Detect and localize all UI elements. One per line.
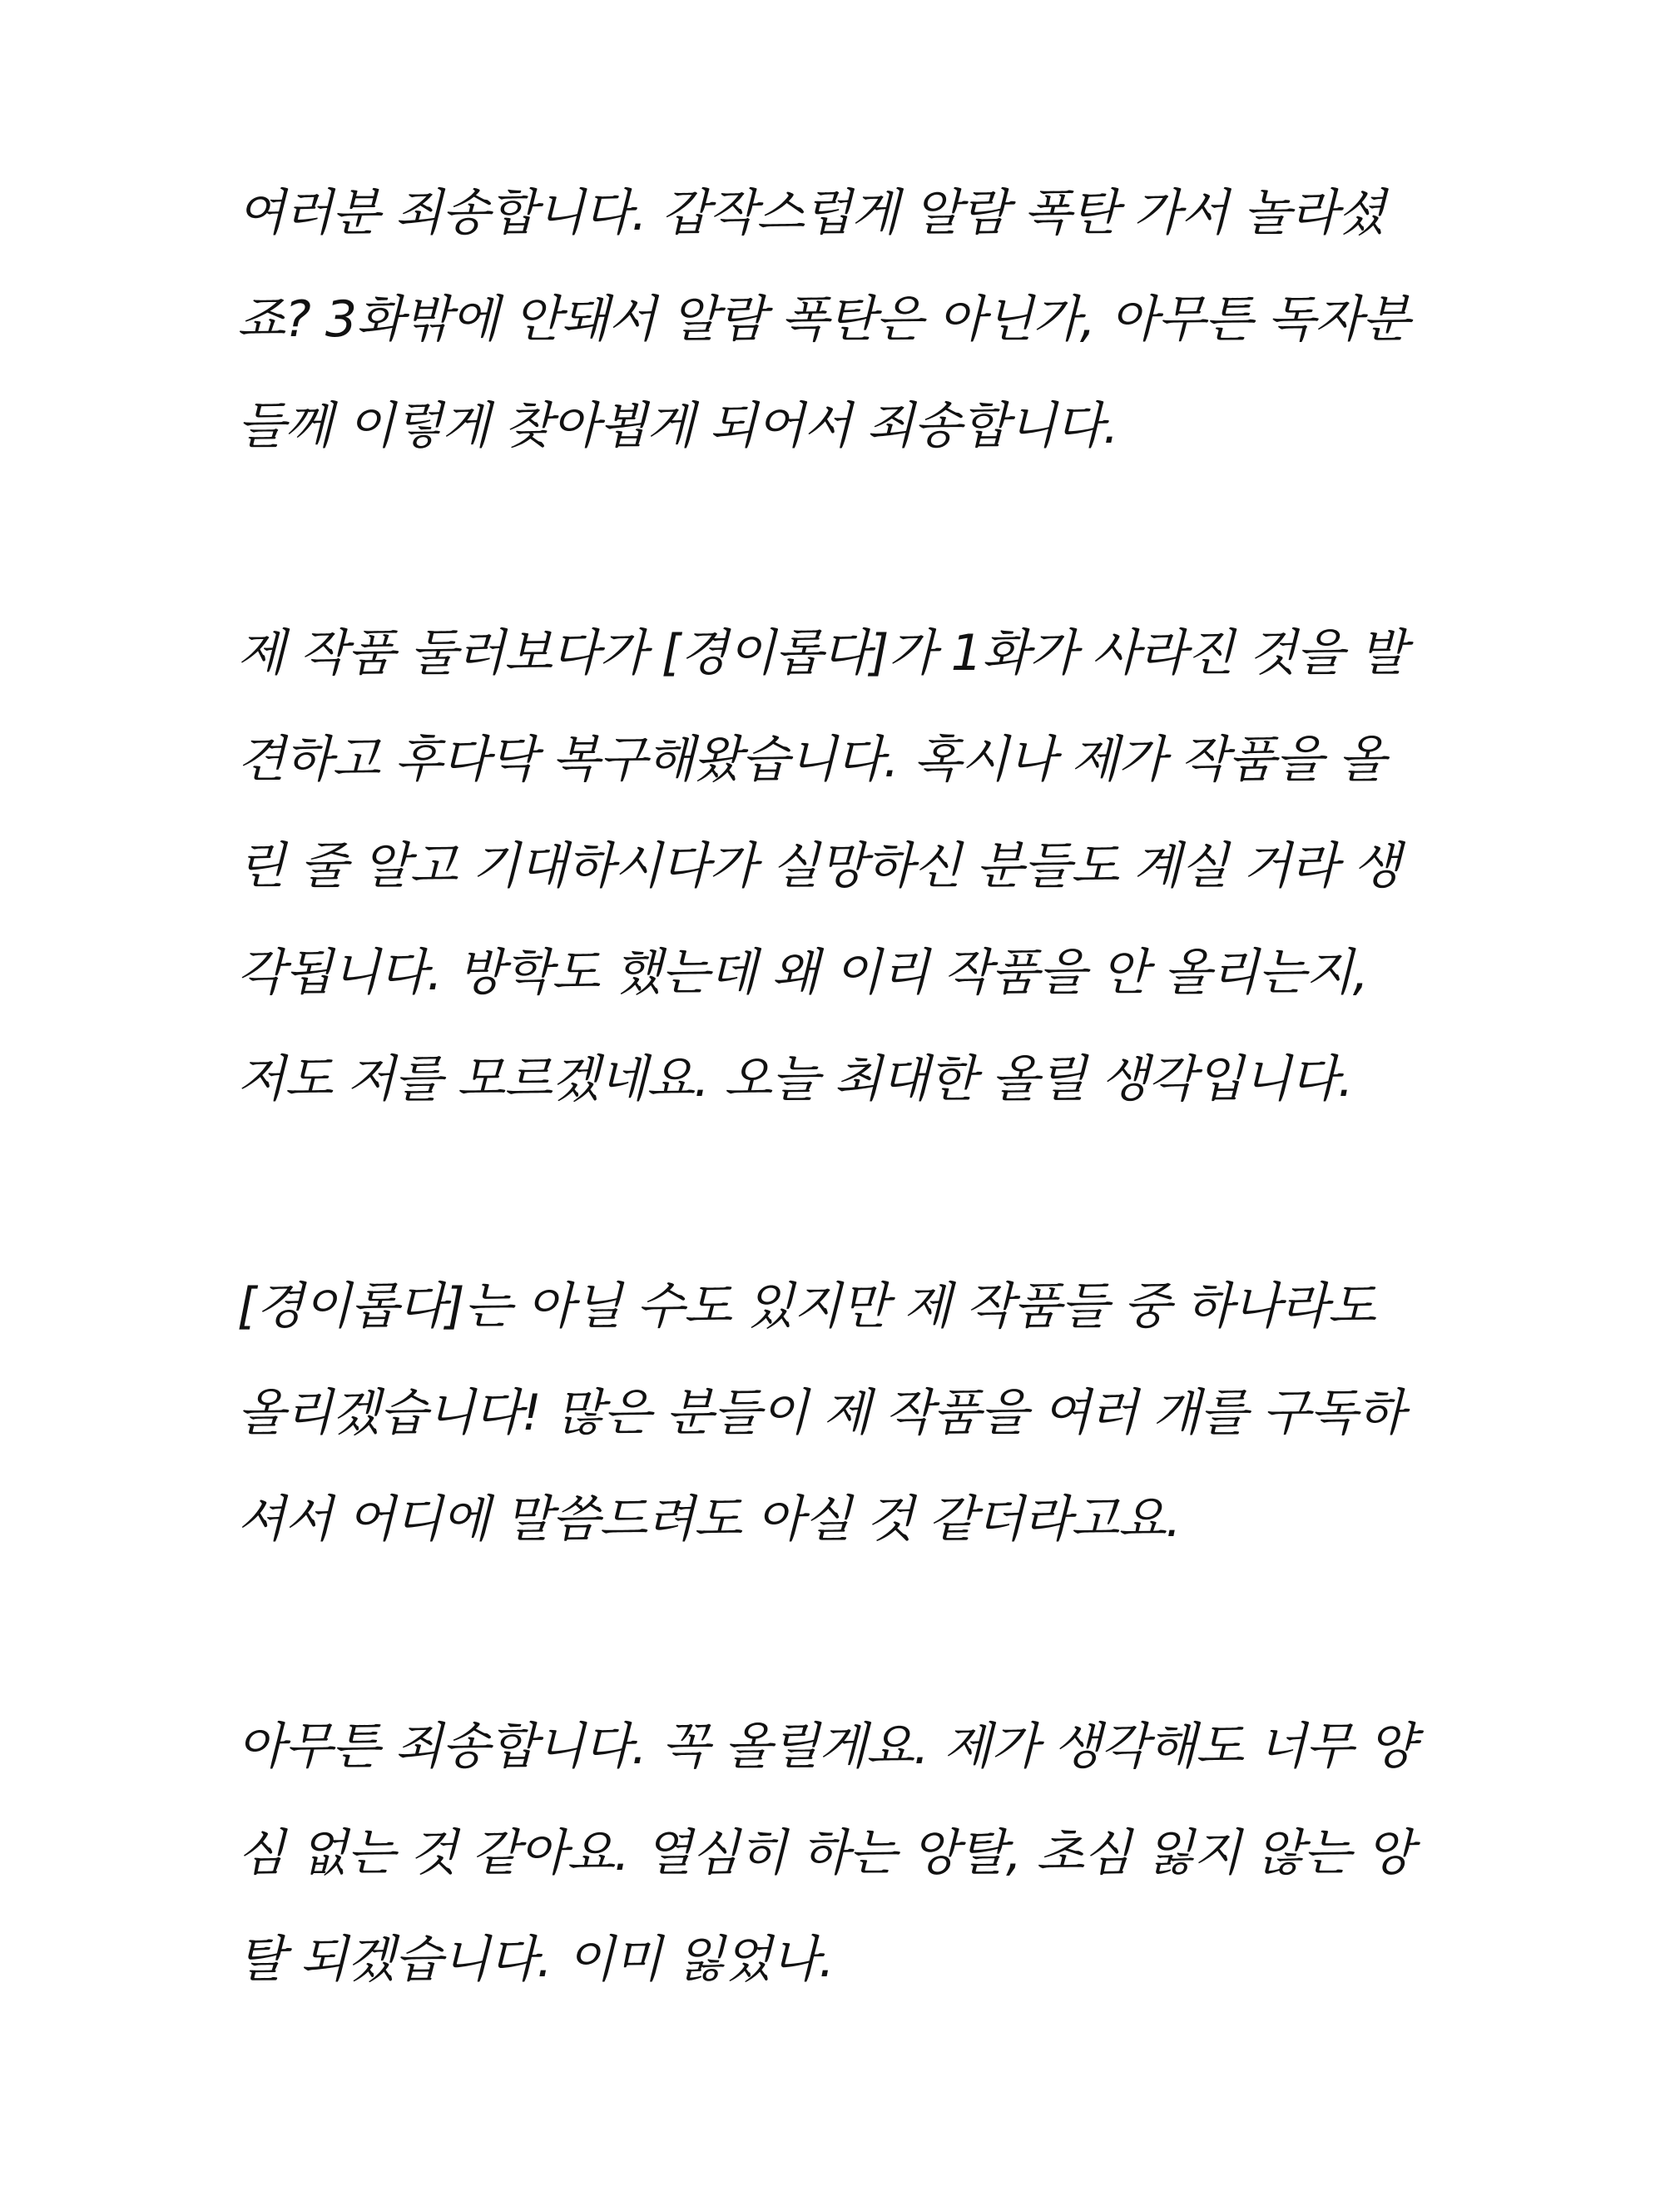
text-line: 린 줄 알고 기대하시다가 실망하신 분들도 계실 거라 생	[237, 837, 1400, 895]
text-line: 죠? 3화밖에 안돼서 알람 폭탄은 아닌가, 아무튼 독자분	[237, 290, 1410, 349]
paragraph-closing	[237, 1693, 1535, 2013]
text-line: 셔서 어디에 말씀드려도 아실 것 같더라고요.	[237, 1490, 1181, 1549]
text-line: 아무튼 죄송합니다. 꼭 올릴게요. 제가 생각해도 너무 양	[237, 1718, 1415, 1776]
text-line: 탈 되겠습니다. 이미 잃었나.	[237, 1931, 834, 1989]
document-body	[237, 160, 1535, 2134]
paragraph-apology	[237, 160, 1535, 479]
text-line: 견하고 후다닥 복구해왔습니다. 혹시나 제가 작품을 올	[237, 731, 1385, 789]
text-line: 제 작품 둘러보다가 [경이롭다]가 1화가 사라진 것을 발	[237, 624, 1406, 682]
text-line: 올리겠습니다! 많은 분들이 제 작품을 여러 개를 구독하	[237, 1384, 1405, 1442]
paragraph-restore	[237, 600, 1535, 1133]
text-line: 여러분 죄송합니다. 갑작스럽게 알람 폭탄 가서 놀라셨	[237, 184, 1385, 242]
text-line: [경이롭다]는 아닐 수도 있지만 제 작품들 중 하나라도	[237, 1277, 1375, 1336]
text-line: 각됩니다. 방학도 했는데 왜 이리 작품을 안 올리는지,	[237, 944, 1368, 1002]
text-line: 저도 저를 모르겠네요. 오늘 최대한 올릴 생각입니다.	[237, 1050, 1353, 1108]
text-line: 심 없는 것 같아요. 열심히 하는 앙탈, 초심 잃지 않는 앙	[237, 1824, 1414, 1882]
paragraph-upload-plan	[237, 1253, 1535, 1573]
text-line: 들께 이렇게 찾아뵙게 되어서 죄송합니다.	[237, 397, 1118, 455]
